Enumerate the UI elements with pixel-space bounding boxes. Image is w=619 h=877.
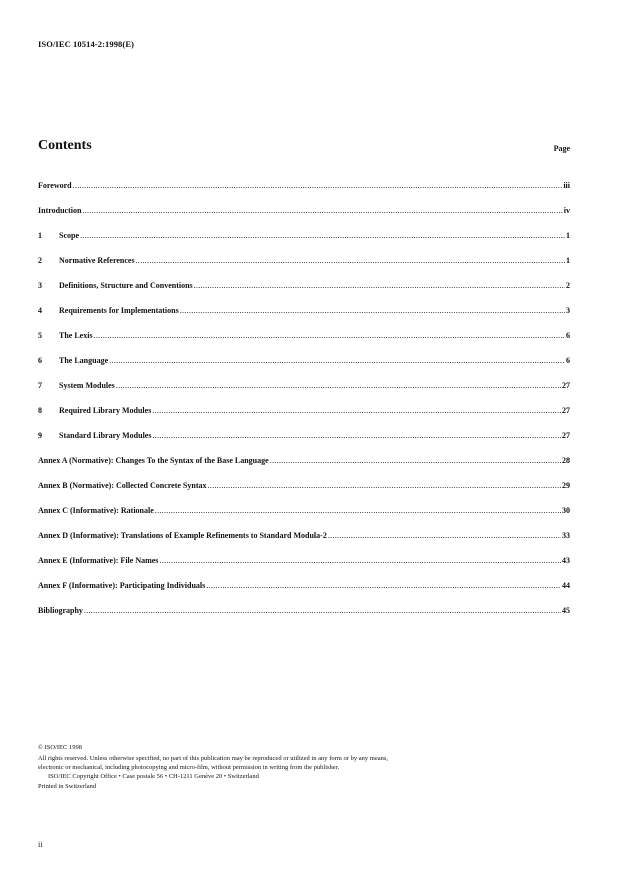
toc-entry[interactable] [38, 431, 570, 456]
toc-entry[interactable] [38, 206, 570, 231]
toc-entry-page: iii [563, 181, 570, 190]
toc-entry-label: Annex B (Normative): Collected Concrete Syntax [38, 481, 207, 490]
toc-entry[interactable] [38, 531, 570, 556]
toc-entry-page: 1 [566, 256, 570, 265]
toc-entry-page: 2 [566, 281, 570, 290]
toc-entry-page: 44 [562, 581, 570, 590]
toc-entry-page: 6 [566, 356, 570, 365]
toc-entry-number: 7 [38, 381, 42, 390]
toc-entry-label: Required Library Modules [59, 406, 152, 415]
toc-entry-label: Standard Library Modules [59, 431, 152, 440]
table-of-contents [38, 181, 570, 631]
toc-leader-dots [152, 431, 561, 440]
toc-entry[interactable] [38, 331, 570, 356]
toc-entry-number: 4 [38, 306, 42, 315]
toc-entry[interactable] [38, 381, 570, 406]
toc-entry-page: 1 [566, 231, 570, 240]
toc-entry-number: 2 [38, 256, 42, 265]
toc-entry-label: Scope [59, 231, 79, 240]
toc-entry-page: 30 [562, 506, 570, 515]
toc-entry-label: Introduction [38, 206, 82, 215]
toc-entry-label: Annex D (Informative): Translations of Example Refinements to Standard Modula-2 [38, 531, 327, 540]
toc-leader-dots [180, 306, 565, 315]
toc-leader-dots [80, 231, 565, 240]
toc-leader-dots [73, 181, 563, 190]
toc-entry[interactable] [38, 231, 570, 256]
toc-entry-page: 29 [562, 481, 570, 490]
toc-entry[interactable] [38, 281, 570, 306]
toc-leader-dots [82, 206, 562, 215]
toc-entry-number: 1 [38, 231, 42, 240]
toc-leader-dots [194, 281, 565, 290]
toc-leader-dots [136, 256, 565, 265]
toc-entry[interactable] [38, 181, 570, 206]
toc-entry-label: Annex C (Informative): Rationale [38, 506, 154, 515]
toc-entry[interactable] [38, 581, 570, 606]
toc-leader-dots [328, 531, 561, 540]
toc-entry[interactable] [38, 406, 570, 431]
toc-entry-label: System Modules [59, 381, 115, 390]
toc-entry-label: The Language [59, 356, 109, 365]
toc-leader-dots [116, 381, 561, 390]
toc-entry-label: Requirements for Implementations [59, 306, 179, 315]
toc-entry[interactable] [38, 456, 570, 481]
document-identifier: ISO/IEC 10514-2:1998(E) [38, 39, 135, 49]
toc-entry-number: 6 [38, 356, 42, 365]
toc-leader-dots [152, 406, 561, 415]
copyright-block [38, 744, 388, 791]
toc-entry[interactable] [38, 556, 570, 581]
page-number: ii [38, 840, 43, 849]
toc-entry-page: 28 [562, 456, 570, 465]
printed-in-note: Printed in Switzerland [38, 783, 97, 791]
toc-leader-dots [159, 556, 561, 565]
toc-leader-dots [206, 581, 561, 590]
toc-leader-dots [84, 606, 561, 615]
toc-entry-number: 5 [38, 331, 42, 340]
toc-entry-label: The Lexis [59, 331, 93, 340]
toc-entry[interactable] [38, 356, 570, 381]
toc-entry[interactable] [38, 481, 570, 506]
toc-leader-dots [207, 481, 561, 490]
toc-entry-label: Foreword [38, 181, 72, 190]
toc-leader-dots [94, 331, 565, 340]
toc-entry-page: 27 [562, 381, 570, 390]
toc-entry-page: 45 [562, 606, 570, 615]
toc-entry-page: 3 [566, 306, 570, 315]
toc-entry-label: Annex A (Normative): Changes To the Syntax of the Base Language [38, 456, 269, 465]
toc-entry-number: 8 [38, 406, 42, 415]
toc-entry-label: Definitions, Structure and Conventions [59, 281, 193, 290]
toc-entry-label: Normative References [59, 256, 135, 265]
copyright-line: © ISO/IEC 1998 [38, 744, 82, 751]
contents-heading: Contents [38, 138, 92, 153]
toc-entry-label: Annex F (Informative): Participating Individuals [38, 581, 206, 590]
toc-leader-dots [155, 506, 561, 515]
toc-entry-number: 3 [38, 281, 42, 290]
toc-entry-page: 33 [562, 531, 570, 540]
toc-entry-label: Bibliography [38, 606, 83, 615]
toc-entry[interactable] [38, 506, 570, 531]
toc-leader-dots [270, 456, 561, 465]
toc-entry-page: 6 [566, 331, 570, 340]
toc-entry-page: iv [563, 206, 570, 215]
rights-notice: All rights reserved. Unless otherwise specified, no part of this publication may be reproduced or utilized in any form or by any means, electronic or mechanical, including photocopying and micro-film, without permission in writing from the publisher. [38, 755, 388, 771]
copyright-office-address: ISO/IEC Copyright Office • Case postale 56 • CH-1211 Genève 20 • Switzerland [48, 772, 259, 780]
toc-entry[interactable] [38, 306, 570, 331]
toc-entry-page: 43 [562, 556, 570, 565]
toc-entry-number: 9 [38, 431, 42, 440]
toc-entry-page: 27 [562, 406, 570, 415]
toc-leader-dots [109, 356, 565, 365]
toc-entry-page: 27 [562, 431, 570, 440]
toc-entry[interactable] [38, 606, 570, 631]
page-column-heading: Page [553, 144, 570, 153]
toc-entry[interactable] [38, 256, 570, 281]
toc-entry-label: Annex E (Informative): File Names [38, 556, 159, 565]
